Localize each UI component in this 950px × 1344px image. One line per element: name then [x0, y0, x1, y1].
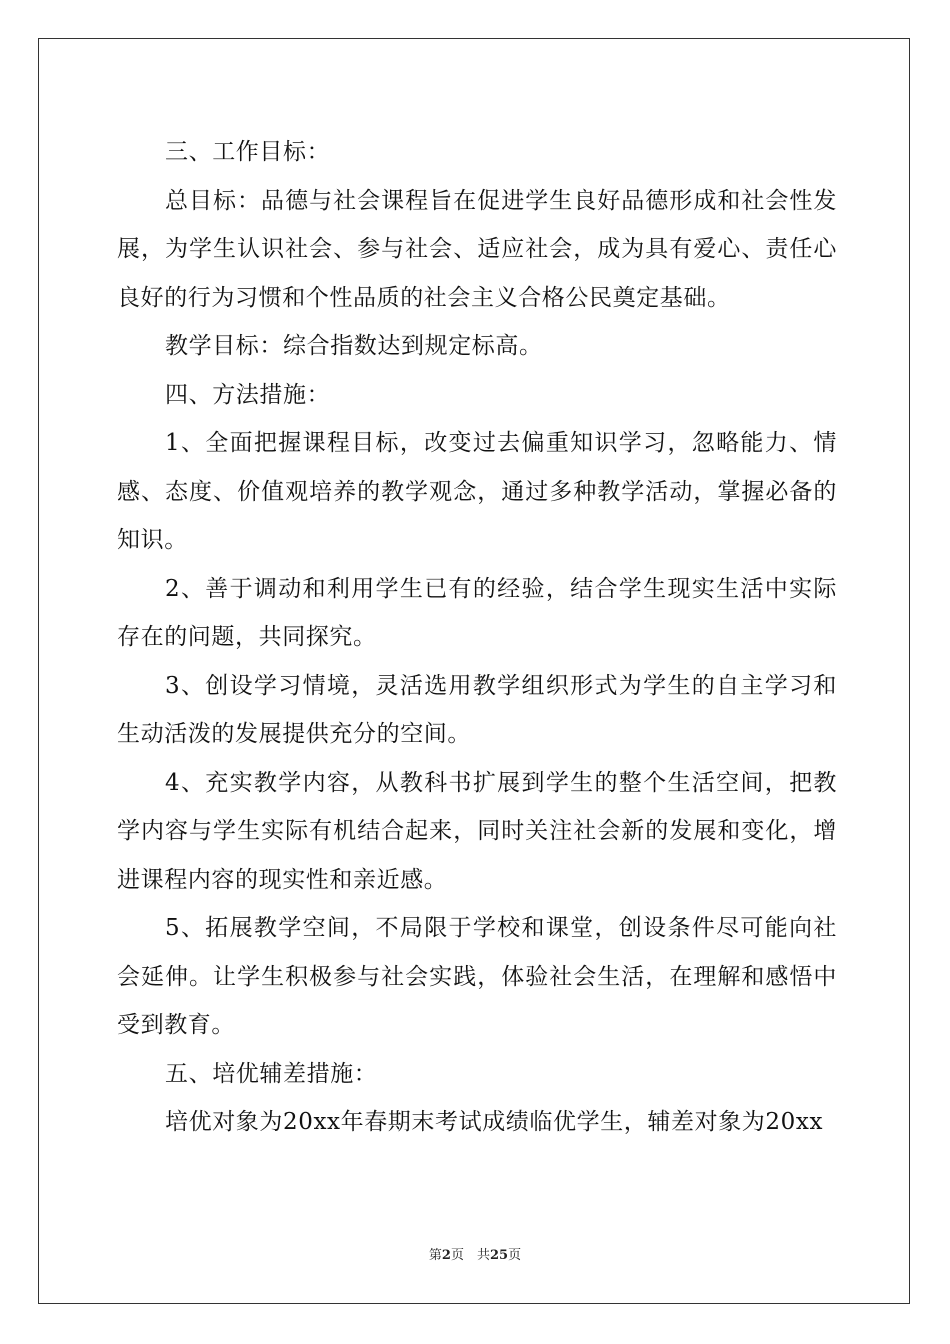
paragraph-tutoring-targets: 培优对象为20xx年春期末考试成绩临优学生，辅差对象为20xx	[165, 1109, 824, 1135]
page-footer	[0, 1246, 950, 1266]
footer-prefix: 第	[428, 1248, 442, 1263]
paragraph-method-4: 4、充实教学内容，从教科书扩展到学生的整个生活空间，把教学内容与学生实际有机结合起来，同时关注社会新的发展和变化，增进课程内容的现实性和亲近感。	[117, 769, 837, 893]
paragraph-method-3: 3、创设学习情境，灵活选用教学组织形式为学生的自主学习和生动活泼的发展提供充分的空间。	[117, 672, 837, 747]
footer-mid: 页 共	[450, 1248, 490, 1263]
heading-tutoring-measures: 五、培优辅差措施：	[165, 1060, 378, 1087]
heading-methods: 四、方法措施：	[165, 381, 331, 408]
paragraph-method-2: 2、善于调动和利用学生已有的经验，结合学生现实生活中实际存在的问题，共同探究。	[117, 575, 837, 650]
footer-current-page: 2	[441, 1248, 451, 1263]
paragraph-overall-goal: 总目标：品德与社会课程旨在促进学生良好品德形成和社会性发展，为学生认识社会、参与社会、适应社会，成为具有爱心、责任心良好的行为习惯和个性品质的社会主义合格公民奠定基础。	[117, 187, 837, 311]
paragraph-method-5: 5、拓展教学空间，不局限于学校和课堂，创设条件尽可能向社会延伸。让学生积极参与社会实践，体验社会生活，在理解和感悟中受到教育。	[117, 915, 837, 1038]
heading-work-goals: 三、工作目标：	[165, 139, 331, 165]
paragraph-method-1: 1、全面把握课程目标，改变过去偏重知识学习，忽略能力、情感、态度、价值观培养的教学观念，通过多种教学活动，掌握必备的知识。	[117, 430, 837, 553]
footer-total-pages: 25	[489, 1248, 509, 1263]
footer-suffix: 页	[508, 1248, 522, 1263]
paragraph-teaching-goal: 教学目标：综合指数达到规定标高。	[165, 333, 543, 359]
document-body	[117, 128, 837, 1147]
